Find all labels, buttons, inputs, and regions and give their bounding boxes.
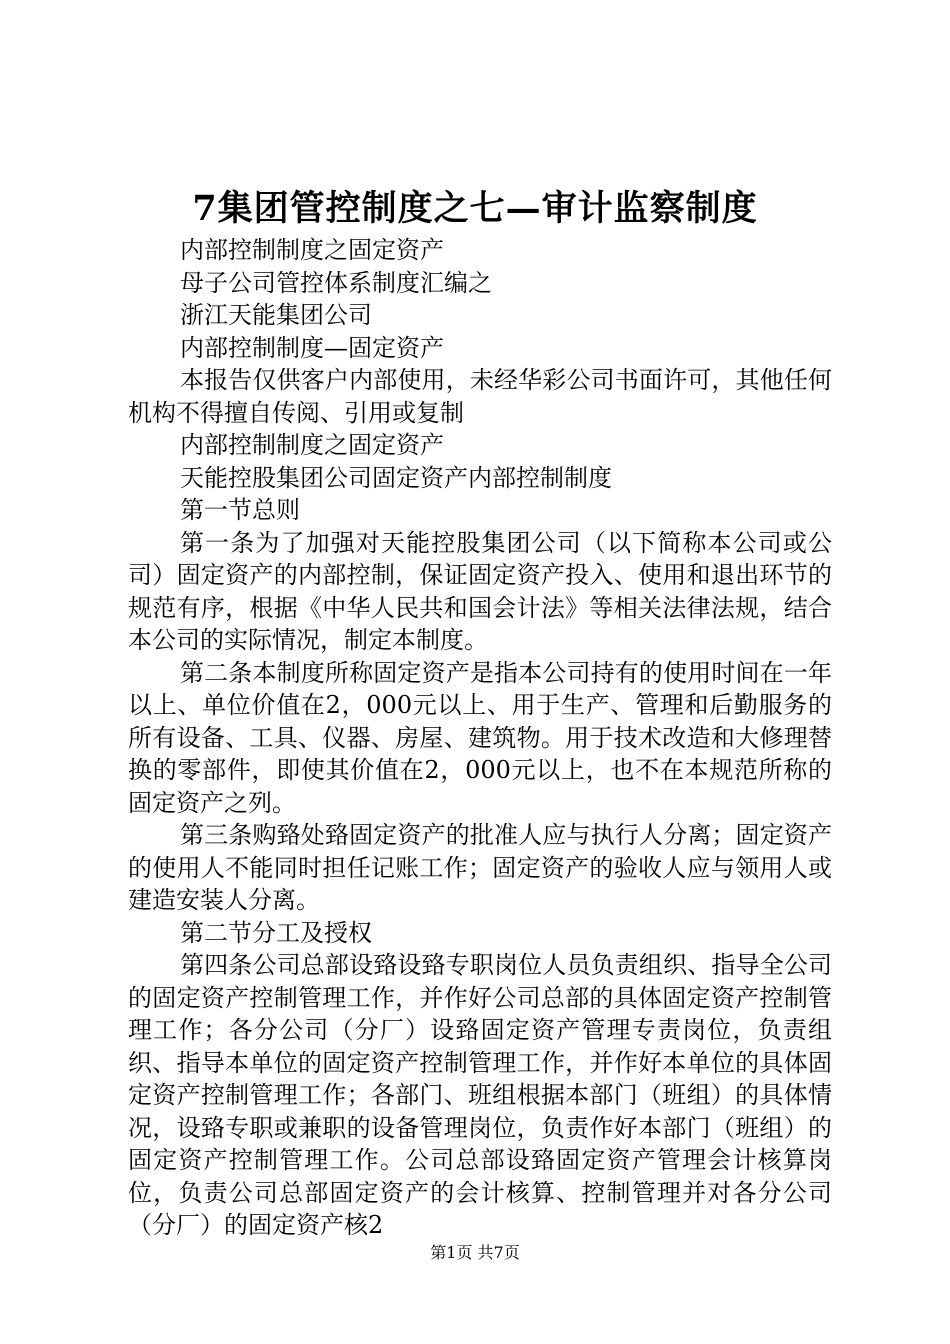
paragraph: 第三条购臵处臵固定资产的批准人应与执行人分离；固定资产的使用人不能同时担任记账工作；固定资产的验收人应与领用人或建造安装人分离。 <box>128 821 832 914</box>
document-title: 7集团管控制度之七—审计监察制度 <box>192 188 758 229</box>
section-heading: 第一节总则 <box>180 496 300 524</box>
paragraph: 本报告仅供客户内部使用，未经华彩公司书面许可，其他任何机构不得擅自传阅、引用或复制 <box>128 366 832 427</box>
paragraph: 第四条公司总部设臵设臵专职岗位人员负责组织、指导全公司的固定资产控制管理工作，并作好公司总部的具体固定资产控制管理工作；各分公司（分厂）设臵固定资产管理专责岗位，负责组织、指导本单位的固定资产控制管理工作，并作好本单位的具体固定资产控制管理工作；各部门、班组根据本部门（班组）的具体情况，设臵专职或兼职的设备管理岗位，负责作好本部门（班组）的固定资产控制管理工作。公司总部设臵固定资产管理会计核算岗位，负责公司总部固定资产的会计核算、控制管理并对各分公司（分厂）的固定资产核2 <box>128 951 832 1239</box>
paragraph: 内部控制制度之固定资产 <box>180 431 444 459</box>
paragraph: 母子公司管控体系制度汇编之 <box>180 268 492 297</box>
paragraph: 天能控股集团公司固定资产内部控制制度 <box>180 463 612 492</box>
document-body <box>128 234 832 1242</box>
paragraph: 第二条本制度所称固定资产是指本公司持有的使用时间在一年以上、单位价值在2，000元以上、用于生产、管理和后勤服务的所有设备、工具、仪器、房屋、建筑物。用于技术改造和大修理替换的零部件，即使其价值在2，000元以上，也不在本规范所称的固定资产之列。 <box>128 658 832 817</box>
section-heading: 第二节分工及授权 <box>180 918 372 947</box>
paragraph: 内部控制制度—固定资产 <box>180 333 444 362</box>
page-footer: 第1页 共7页 <box>430 1243 520 1262</box>
paragraph: 第一条为了加强对天能控股集团公司（以下简称本公司或公司）固定资产的内部控制，保证固定资产投入、使用和退出环节的规范有序，根据《中华人民共和国会计法》等相关法律法规，结合本公司的实际情况，制定本制度。 <box>128 528 832 654</box>
paragraph: 内部控制制度之固定资产 <box>180 236 444 264</box>
paragraph: 浙江天能集团公司 <box>180 301 372 329</box>
